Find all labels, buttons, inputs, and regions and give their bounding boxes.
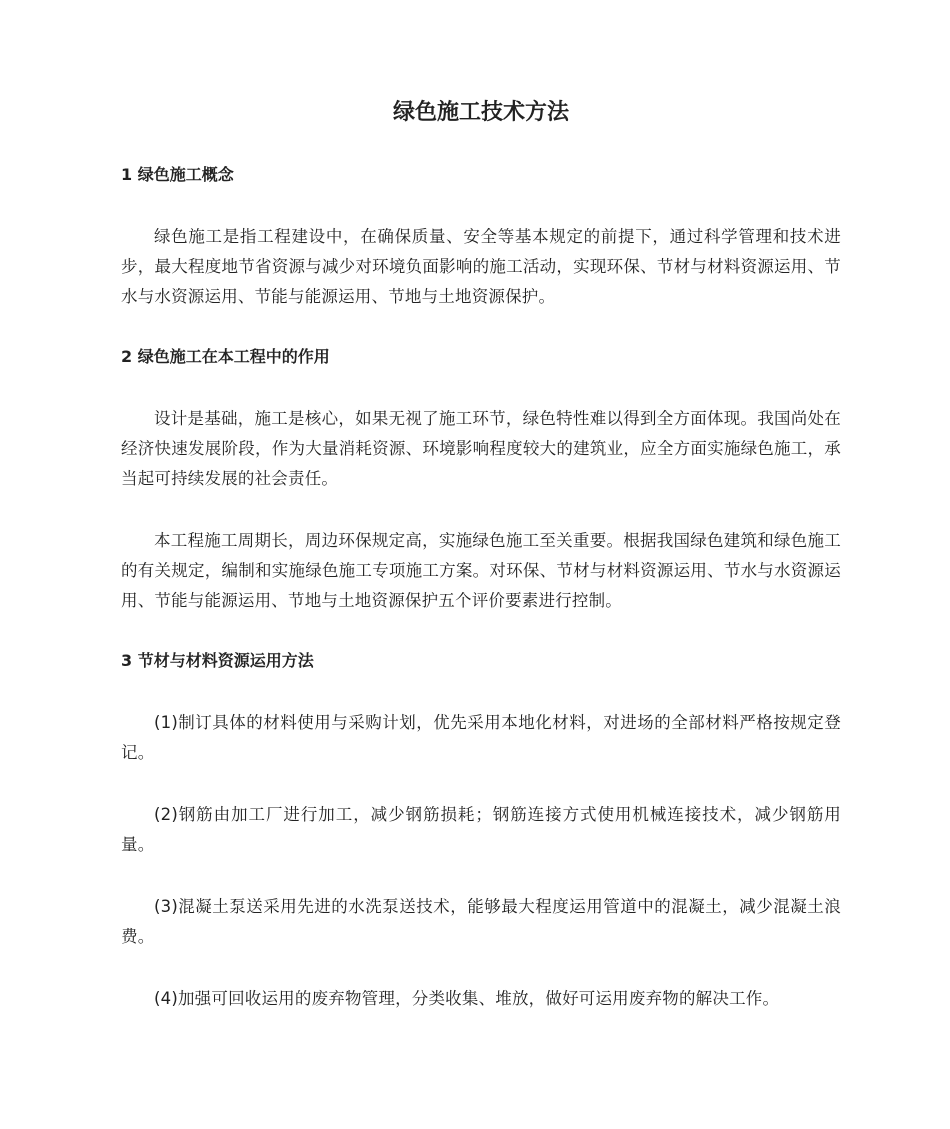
section-heading: 2 绿色施工在本工程中的作用 bbox=[121, 347, 330, 366]
section-heading: 3 节材与材料资源运用方法 bbox=[121, 651, 314, 670]
document-title: 绿色施工技术方法 bbox=[392, 100, 569, 125]
paragraph: 绿色施工是指工程建设中，在确保质量、安全等基本规定的前提下，通过科学管理和技术进步，最大程度地节省资源与减少对环境负面影响的施工活动，实现环保、节材与材料资源运用、节水与水资源运用、节能与能源运用、节地与土地资源保护。 bbox=[121, 227, 841, 306]
paragraph: (3)混凝土泵送采用先进的水洗泵送技术，能够最大程度运用管道中的混凝土，减少混凝土浪费。 bbox=[121, 897, 841, 946]
paragraph: (1)制订具体的材料使用与采购计划，优先采用本地化材料，对进场的全部材料严格按规定登记。 bbox=[121, 713, 841, 762]
section-heading: 1 绿色施工概念 bbox=[121, 165, 234, 184]
section-3 bbox=[121, 648, 841, 1014]
section-1 bbox=[121, 162, 841, 312]
paragraph: (2)钢筋由加工厂进行加工，减少钢筋损耗；钢筋连接方式使用机械连接技术，减少钢筋用量。 bbox=[121, 805, 841, 854]
section-2 bbox=[121, 344, 841, 616]
paragraph: (4)加强可回收运用的废弃物管理，分类收集、堆放，做好可运用废弃物的解决工作。 bbox=[154, 989, 780, 1008]
paragraph: 设计是基础，施工是核心，如果无视了施工环节，绿色特性难以得到全方面体现。我国尚处在经济快速发展阶段，作为大量消耗资源、环境影响程度较大的建筑业，应全方面实施绿色施工，承当起可持续发展的社会责任。 bbox=[121, 409, 841, 488]
document-page bbox=[121, 96, 841, 1046]
paragraph: 本工程施工周期长，周边环保规定高，实施绿色施工至关重要。根据我国绿色建筑和绿色施工的有关规定，编制和实施绿色施工专项施工方案。对环保、节材与材料资源运用、节水与水资源运用、节能与能源运用、节地与土地资源保护五个评价要素进行控制。 bbox=[121, 531, 841, 610]
